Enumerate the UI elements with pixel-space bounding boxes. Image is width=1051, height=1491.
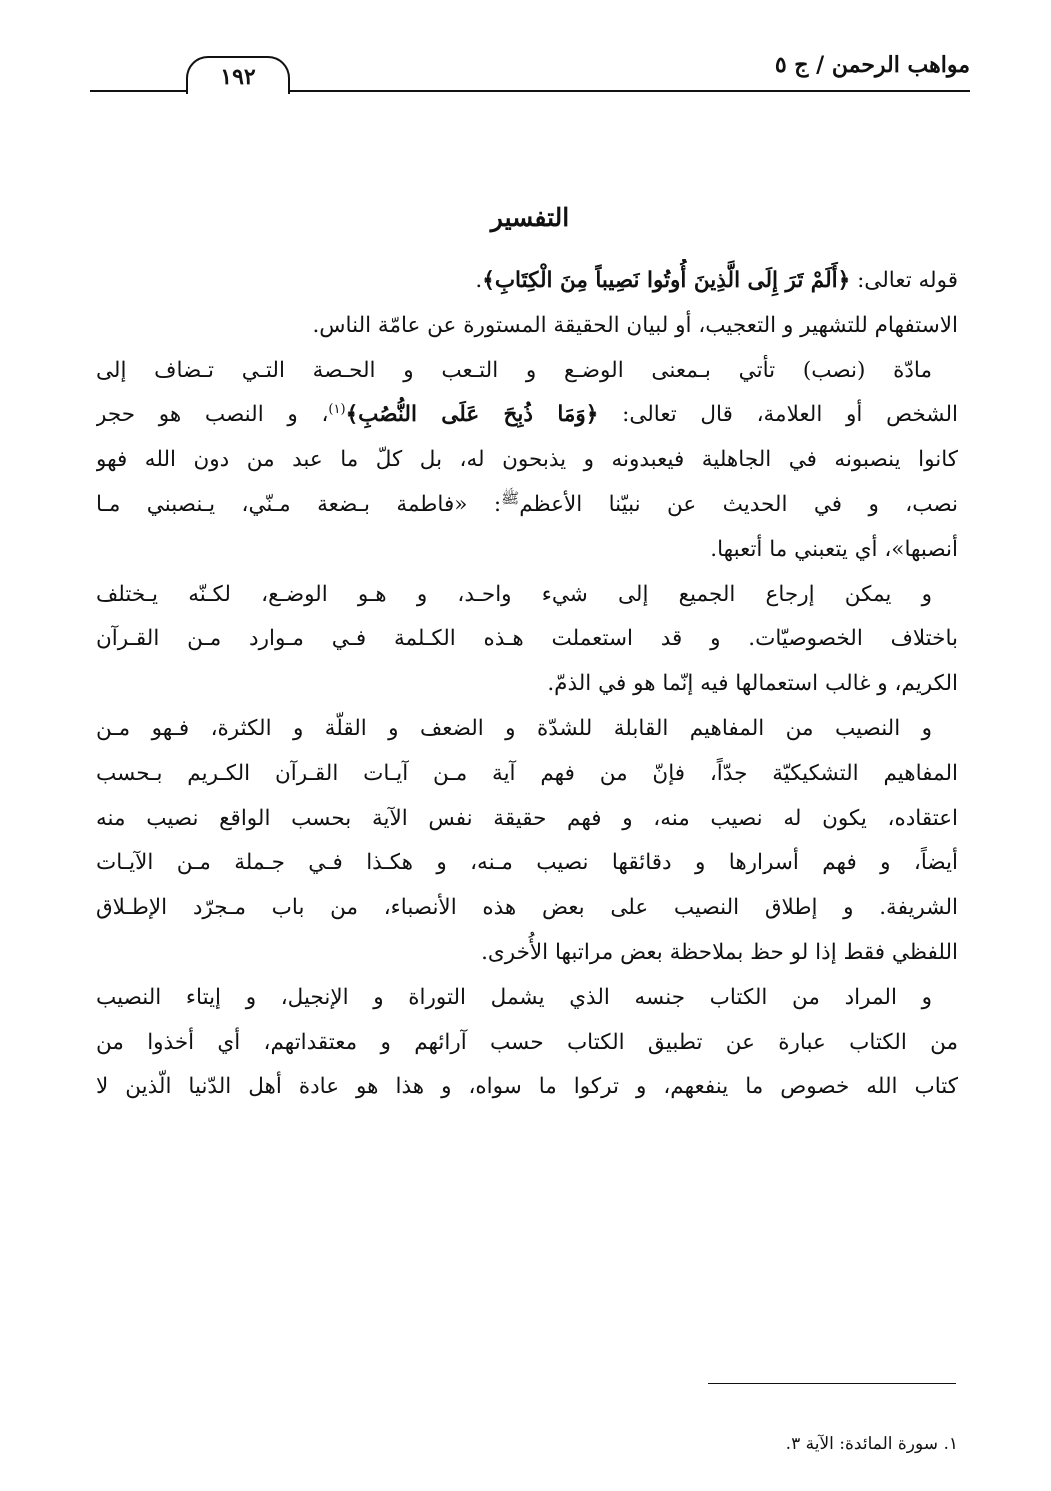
line-text: من الكتاب عبارة عن تطبيق الكتاب حسب آرائهم و معتقداتهم، أي أخذوا من <box>96 1029 958 1055</box>
text-line <box>96 976 958 1021</box>
line-text: نصب، و في الحديث عن نبيّنا الأعظم <box>519 491 958 517</box>
line-text: . <box>475 268 483 293</box>
line-text: أيضاً، و فهم أسرارها و دقائقها نصيب مـنه، و هكـذا فـي جـملة مـن الآيـات <box>96 850 958 876</box>
line-text: و النصيب من المفاهيم القابلة للشدّة و الضعف و القلّة و الكثرة، فـهو مـن <box>96 715 932 741</box>
text-line <box>96 752 958 797</box>
text-line <box>96 617 958 662</box>
text-line <box>96 304 958 349</box>
line-text: أنصبها»، أي يتعبني ما أتعبها. <box>710 536 958 562</box>
line-text: الكريم، و غالب استعمالها فيه إنّما هو في الذمّ. <box>547 671 958 697</box>
text-line <box>96 662 958 707</box>
text-line <box>96 483 958 528</box>
text-line <box>96 438 958 483</box>
body-text <box>96 259 958 1110</box>
line-text: مادّة (نصب) تأتي بـمعنى الوضـع و التـعب و الحـصة التـي تـضاف إلى <box>96 357 932 383</box>
line-text: و يمكن إرجاع الجميع إلى شيء واحـد، و هـو الوضـع، لكـنّه يـختلف <box>96 581 932 607</box>
line-text: الشريفة. و إطلاق النصيب على بعض هذه الأنصباء، من باب مـجرّد الإطـلاق <box>96 895 958 921</box>
text-line <box>96 573 958 618</box>
line-text: اللفظي فقط إذا لو حظ بملاحظة بعض مراتبها الأُخرى. <box>481 939 958 965</box>
text-line <box>96 886 958 931</box>
line-text: قوله تعالى: <box>850 268 958 293</box>
footnote-rule <box>708 1383 956 1384</box>
footnote: ١. سورة المائدة: الآية ٣. <box>785 1434 958 1454</box>
text-line <box>96 259 958 304</box>
quran-verse: ﴿أَلَمْ تَرَ إِلَى الَّذِينَ أُوتُوا نَصِيباً مِنَ الْكِتَابِ﴾ <box>482 268 851 293</box>
line-text: : «فاطمة بـضعة مـنّي، يـنصبني مـا <box>96 491 502 517</box>
text-line <box>96 797 958 842</box>
line-text: كتاب الله خصوص ما ينفعهم، و تركوا ما سواه، و هذا هو عادة أهل الدّنيا الّذين لا <box>96 1074 958 1100</box>
section-heading: التفسير <box>490 203 570 232</box>
text-line <box>96 349 958 394</box>
page-number: ١٩٢ <box>186 56 290 94</box>
text-line <box>96 931 958 976</box>
text-line <box>96 393 958 438</box>
quran-verse: ﴿وَمَا ذُبِحَ عَلَى النُّصُبِ﴾ <box>345 402 599 428</box>
text-line <box>96 1021 958 1066</box>
running-header <box>90 48 970 94</box>
footnote-marker[interactable]: (١) <box>328 402 346 418</box>
text-line <box>96 841 958 886</box>
text-line <box>96 1065 958 1110</box>
line-text: المفاهيم التشكيكيّة جدّاً، فإنّ من فهم آية مـن آيـات القـرآن الكـريم بـحسب <box>96 760 958 786</box>
line-text: ، و النصب هو حجر <box>96 402 329 428</box>
line-text: الاستفهام للتشهير و التعجيب، أو لبيان الحقيقة المستورة عن عامّة الناس. <box>312 312 958 338</box>
book-title: مواهب الرحمن / ج ٥ <box>774 52 970 78</box>
text-line <box>96 707 958 752</box>
line-text: و المراد من الكتاب جنسه الذي يشمل التوراة و الإنجيل، و إيتاء النصيب <box>96 984 932 1010</box>
line-text: الشخص أو العلامة، قال تعالى: <box>598 402 958 428</box>
honorific-symbol: ﷺ <box>501 488 520 507</box>
line-text: كانوا ينصبونه في الجاهلية فيعبدونه و يذبحون له، بل كلّ ما عبد من دون الله فهو <box>96 447 958 473</box>
line-text: اعتقاده، يكون له نصيب منه، و فهم حقيقة نفس الآية بحسب الواقع نصيب منه <box>96 805 958 831</box>
line-text: باختلاف الخصوصيّات. و قد استعملت هـذه الكـلمة فـي مـوارد مـن القـرآن <box>96 626 958 652</box>
text-line <box>96 528 958 573</box>
